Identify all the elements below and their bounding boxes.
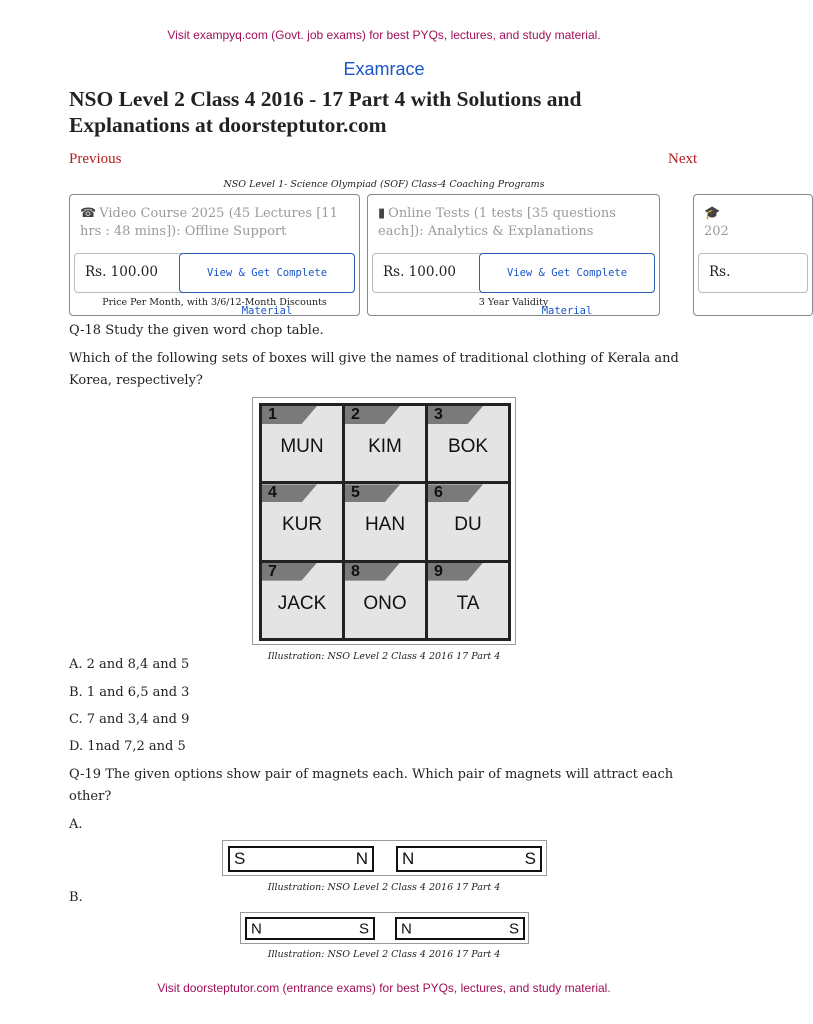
cell-word: MUN (280, 436, 324, 457)
grid-cell (428, 563, 508, 638)
bar-chart-icon: ▮ (378, 206, 386, 221)
magnet-bar (395, 917, 525, 940)
magnet-pole: S (508, 920, 519, 937)
price-label: Rs. 100.00 (383, 264, 456, 280)
price-label: Rs. 100.00 (85, 264, 158, 280)
magnet-bar (245, 917, 375, 940)
grid-cell (428, 484, 508, 559)
magnet-bar (228, 846, 374, 872)
price-row (698, 253, 808, 293)
cell-number: 1 (268, 406, 277, 423)
q18-option-c: C. 7 and 3,4 and 9 (69, 712, 190, 727)
bottom-promo-banner[interactable]: Visit doorsteptutor.com (entrance exams) for best PYQs, lectures, and study material. (157, 981, 611, 995)
grid-cell (428, 406, 508, 481)
magnet-pair-b (240, 912, 529, 944)
cell-number: 5 (351, 484, 360, 502)
magnet-pole: S (234, 849, 246, 868)
magnet-pole: N (401, 920, 412, 937)
cell-number: 9 (434, 562, 443, 580)
page-title: NSO Level 2 Class 4 2016 - 17 Part 4 with Solutions and Explanations at doorsteptutor.com (69, 87, 582, 137)
q19-option-b-label: B. (69, 890, 83, 905)
grid-cell (345, 484, 425, 559)
cell-word: BOK (447, 436, 489, 457)
cell-number: 3 (434, 406, 443, 423)
previous-link[interactable]: Previous (69, 151, 122, 167)
graduation-cap-icon: 🎓 (704, 206, 721, 221)
magnet-bar (396, 846, 542, 872)
card-note: 3 Year Validity (478, 297, 549, 308)
price-label: Rs. (709, 264, 731, 280)
figure-caption: Illustration: NSO Level 2 Class 4 2016 17 Part 4 (267, 882, 501, 893)
cell-word: DU (454, 514, 482, 536)
video-course-icon: ☎ (80, 206, 97, 221)
grid-cell (262, 484, 342, 559)
top-promo-banner[interactable]: Visit exampyq.com (Govt. job exams) for best PYQs, lectures, and study material. (167, 28, 601, 42)
magnet-pair-a (222, 840, 547, 876)
programs-heading: NSO Level 1- Science Olympiad (SOF) Class-4 Coaching Programs (223, 179, 545, 190)
q18-option-b: B. 1 and 6,5 and 3 (69, 685, 190, 700)
cell-word: TA (456, 592, 480, 614)
magnet-pole: N (402, 849, 415, 868)
q18-question: Which of the following sets of boxes will give the names of traditional clothing of Kerala and Korea, respectively? (69, 351, 679, 388)
cell-word: HAN (364, 514, 406, 536)
cell-number: 6 (434, 484, 443, 502)
q18-option-d: D. 1nad 7,2 and 5 (69, 739, 186, 754)
q19-option-a-label: A. (69, 817, 83, 832)
site-brand-link[interactable]: Examrace (343, 59, 425, 79)
magnet-pole: N (251, 920, 262, 937)
grid-cell (345, 563, 425, 638)
view-material-button[interactable]: View & Get Complete Material (179, 253, 355, 293)
magnet-pole: S (358, 920, 369, 937)
figure-caption: Illustration: NSO Level 2 Class 4 2016 17 Part 4 (267, 651, 501, 662)
program-cards-carousel[interactable] (69, 194, 731, 317)
magnet-pole: S (524, 849, 536, 868)
cell-word: ONO (363, 592, 407, 614)
magnet-pole: N (355, 849, 368, 868)
card-title: ▮ Online Tests (1 tests [35 questions each]): Analytics & Explanations (378, 206, 616, 239)
q18-stem: Q-18 Study the given word chop table. (69, 323, 324, 338)
program-card-online-tests (367, 194, 660, 316)
cell-number: 2 (351, 406, 360, 423)
q18-option-a: A. 2 and 8,4 and 5 (69, 657, 190, 672)
card-title: 🎓 202 (704, 206, 729, 239)
program-card-video-course (69, 194, 360, 316)
q19-stem: Q-19 The given options show pair of magnets each. Which pair of magnets will attract each other? (69, 767, 674, 804)
cell-word: JACK (277, 592, 327, 614)
next-link[interactable]: Next (668, 151, 698, 167)
cell-word: KIM (368, 436, 402, 457)
grid-cell (262, 563, 342, 638)
cell-number: 8 (351, 562, 360, 580)
cell-word: KUR (281, 514, 323, 536)
card-note: Price Per Month, with 3/6/12-Month Discounts (102, 297, 327, 308)
cell-number: 4 (268, 484, 277, 502)
program-card-partial (693, 194, 813, 316)
figure-caption: Illustration: NSO Level 2 Class 4 2016 17 Part 4 (267, 949, 501, 960)
card-title: ☎ Video Course 2025 (45 Lectures [11 hrs : 48 mins]): Offline Support (80, 206, 338, 239)
grid-cell (345, 406, 425, 481)
grid-cell (262, 406, 342, 481)
cell-number: 7 (268, 562, 277, 580)
word-chop-table (252, 397, 516, 645)
view-material-button[interactable]: View & Get Complete Material (479, 253, 655, 293)
